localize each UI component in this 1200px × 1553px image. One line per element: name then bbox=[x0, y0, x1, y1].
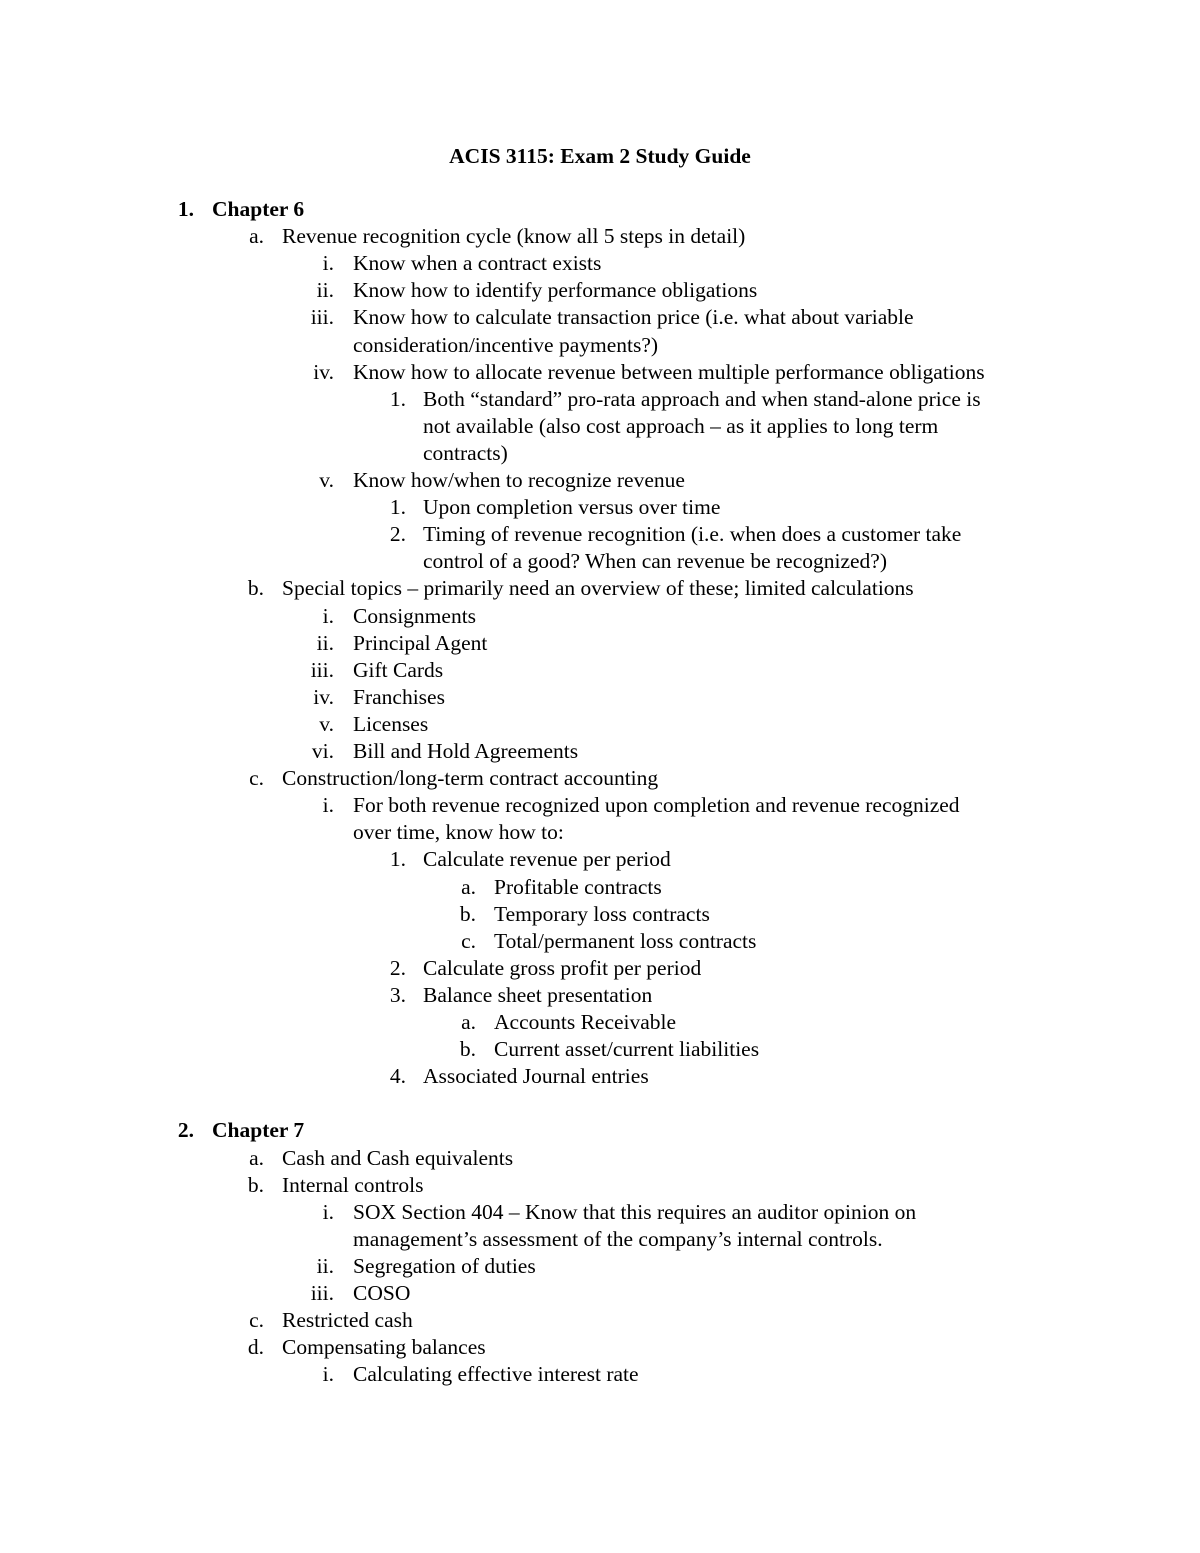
list-marker: ii. bbox=[316, 1253, 334, 1278]
item-text: Total/permanent loss contracts bbox=[494, 928, 757, 953]
item-text: Licenses bbox=[353, 711, 429, 736]
item-text: COSO bbox=[353, 1281, 411, 1305]
list-marker: b. bbox=[459, 901, 476, 926]
item-text: Construction/long-term contract accounting bbox=[282, 766, 659, 791]
list-marker: ii. bbox=[316, 278, 334, 303]
item-text: Segregation of duties bbox=[353, 1253, 536, 1278]
list-marker: b. bbox=[247, 576, 264, 601]
item-text: Balance sheet presentation bbox=[423, 982, 653, 1007]
list-marker: d. bbox=[247, 1335, 264, 1360]
item-text: SOX Section 404 – Know that this requires an auditor opinion on bbox=[353, 1199, 917, 1224]
item-text: Cash and Cash equivalents bbox=[282, 1145, 514, 1170]
item-text: Revenue recognition cycle (know all 5 steps in detail) bbox=[282, 224, 746, 249]
item-text: management’s assessment of the company’s internal controls. bbox=[353, 1226, 883, 1251]
item-text: Special topics – primarily need an overview of these; limited calculations bbox=[282, 576, 914, 601]
list-marker: iv. bbox=[313, 684, 334, 709]
list-marker: 2. bbox=[389, 955, 406, 980]
list-marker: a. bbox=[249, 1145, 264, 1170]
item-text: Know when a contract exists bbox=[353, 251, 602, 276]
list-marker: vi. bbox=[311, 739, 334, 763]
list-marker: iv. bbox=[313, 359, 334, 384]
list-marker: iii. bbox=[310, 305, 334, 330]
list-marker: 1. bbox=[389, 847, 406, 872]
item-text: Temporary loss contracts bbox=[494, 901, 710, 926]
item-text: Timing of revenue recognition (i.e. when does a customer take bbox=[423, 522, 962, 547]
item-text: Calculate revenue per period bbox=[423, 847, 671, 872]
list-marker: c. bbox=[461, 928, 476, 953]
item-text: Gift Cards bbox=[353, 657, 444, 682]
list-marker: v. bbox=[319, 468, 334, 492]
item-text: contracts) bbox=[423, 440, 508, 465]
item-text: Calculate gross profit per period bbox=[423, 955, 702, 980]
list-marker: 4. bbox=[389, 1064, 406, 1089]
list-marker: c. bbox=[249, 766, 264, 791]
item-text: Consignments bbox=[353, 603, 477, 628]
item-text: Calculating effective interest rate bbox=[353, 1362, 639, 1387]
page-title: ACIS 3115: Exam 2 Study Guide bbox=[449, 144, 751, 168]
item-text: For both revenue recognized upon completion and revenue recognized bbox=[353, 793, 960, 818]
list-marker: 2. bbox=[389, 522, 406, 547]
list-marker: i. bbox=[322, 603, 334, 628]
list-marker: i. bbox=[322, 1199, 334, 1224]
list-marker: iii. bbox=[310, 1281, 334, 1305]
list-marker: 1. bbox=[389, 495, 406, 520]
list-marker: ii. bbox=[316, 630, 334, 655]
item-text: Bill and Hold Agreements bbox=[353, 739, 579, 763]
item-text: Compensating balances bbox=[282, 1335, 486, 1360]
item-text: over time, know how to: bbox=[353, 820, 564, 845]
list-marker: b. bbox=[247, 1172, 264, 1197]
item-text: control of a good? When can revenue be recognized?) bbox=[423, 549, 888, 574]
item-text: Upon completion versus over time bbox=[423, 495, 721, 520]
item-text: Principal Agent bbox=[353, 630, 488, 655]
item-text: Chapter 6 bbox=[212, 197, 305, 221]
list-marker: a. bbox=[461, 1010, 476, 1034]
item-text: Franchises bbox=[353, 684, 445, 709]
list-marker: v. bbox=[319, 711, 334, 736]
item-text: Internal controls bbox=[282, 1172, 424, 1197]
list-marker: a. bbox=[461, 874, 476, 899]
list-marker: i. bbox=[322, 793, 334, 818]
item-text: Current asset/current liabilities bbox=[494, 1037, 760, 1062]
item-text: consideration/incentive payments?) bbox=[353, 332, 659, 357]
list-marker: 1. bbox=[177, 197, 194, 221]
item-text: not available (also cost approach – as it applies to long term bbox=[423, 413, 939, 438]
item-text: Know how/when to recognize revenue bbox=[353, 468, 685, 492]
item-text: Restricted cash bbox=[282, 1308, 413, 1333]
list-marker: i. bbox=[322, 251, 334, 276]
item-text: Chapter 7 bbox=[212, 1118, 305, 1143]
list-marker: 3. bbox=[389, 982, 406, 1007]
item-text: Both “standard” pro-rata approach and when stand-alone price is bbox=[423, 386, 981, 411]
list-marker: c. bbox=[249, 1308, 264, 1333]
list-marker: 1. bbox=[389, 386, 406, 411]
item-text: Associated Journal entries bbox=[423, 1064, 649, 1089]
list-marker: b. bbox=[459, 1037, 476, 1062]
list-marker: 2. bbox=[177, 1118, 194, 1143]
list-marker: a. bbox=[249, 224, 264, 249]
item-text: Know how to identify performance obligations bbox=[353, 278, 758, 303]
item-text: Know how to calculate transaction price (i.e. what about variable bbox=[353, 305, 914, 330]
list-marker: iii. bbox=[310, 657, 334, 682]
item-text: Accounts Receivable bbox=[494, 1010, 677, 1034]
item-text: Profitable contracts bbox=[494, 874, 662, 899]
list-marker: i. bbox=[322, 1362, 334, 1387]
item-text: Know how to allocate revenue between multiple performance obligations bbox=[353, 359, 985, 384]
